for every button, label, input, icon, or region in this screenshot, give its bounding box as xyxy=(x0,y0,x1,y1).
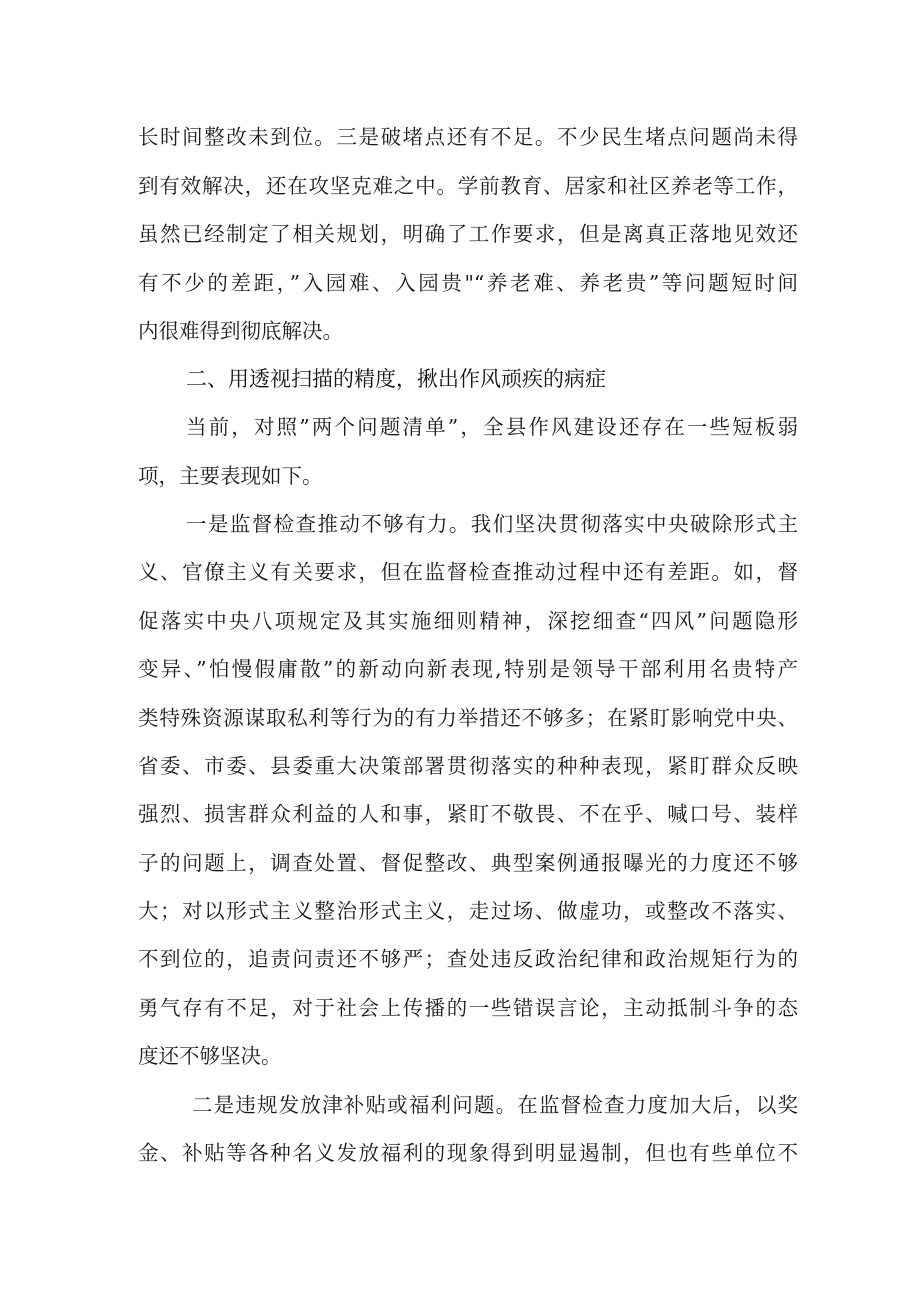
paragraph-3-line-2: 义、官僚主义有关要求，但在监督检查推动过程中还有差距。如，督 xyxy=(138,560,798,584)
paragraph-3-line-11: 勇气存有不足，对于社会上传播的一些错误言论，主动抵制斗争的态 xyxy=(138,996,798,1020)
paragraph-1-line-1: 长时间整改未到位。三是破堵点还有不足。不少民生堵点问题尚未得 xyxy=(138,125,798,149)
paragraph-1-line-4: 有不少的差距，”入园难、入园贵"“养老难、养老贵”等问题短时间 xyxy=(138,271,798,295)
paragraph-3-line-6: 省委、市委、县委重大决策部署贯彻落实的种种表现，紧盯群众反映 xyxy=(138,754,798,778)
paragraph-3-line-4: 变异、”怕慢假庸散”的新动向新表现,特别是领导干部利用名贵特产 xyxy=(138,657,798,681)
paragraph-3-line-1: 一是监督检查推动不够有力。我们坚决贯彻落实中央破除形式主 xyxy=(186,512,798,536)
section-heading: 二、用透视扫描的精度，揪出作风顽疾的病症 xyxy=(186,367,606,391)
paragraph-4-line-2: 金、补贴等各种名义发放福利的现象得到明显遏制，但也有些单位不 xyxy=(138,1141,798,1165)
paragraph-3-line-9: 大；对以形式主义整治形式主义，走过场、做虚功，或整改不落实、 xyxy=(138,899,798,923)
paragraph-1-line-5: 内很难得到彻底解决。 xyxy=(138,319,343,343)
paragraph-3-line-3: 促落实中央八项规定及其实施细则精神，深挖细查“四风”问题隐形 xyxy=(138,609,798,633)
paragraph-2-line-2: 项，主要表现如下。 xyxy=(138,464,323,488)
paragraph-4-line-1: 二是违规发放津补贴或福利问题。在监督检查力度加大后，以奖 xyxy=(192,1093,798,1117)
paragraph-3-line-8: 子的问题上，调查处置、督促整改、典型案例通报曝光的力度还不够 xyxy=(138,851,798,875)
paragraph-3-line-5: 类特殊资源谋取私利等行为的有力举措还不够多；在紧盯影响党中央、 xyxy=(138,706,798,730)
paragraph-1-line-3: 虽然已经制定了相关规划，明确了工作要求，但是离真正落地见效还 xyxy=(138,222,798,246)
paragraph-2-line-1: 当前，对照”两个问题清单”，全县作风建设还存在一些短板弱 xyxy=(186,415,798,439)
paragraph-3-line-10: 不到位的，追责问责还不够严；查处违反政治纪律和政治规矩行为的 xyxy=(138,947,798,971)
paragraph-3-line-7: 强烈、损害群众利益的人和事，紧盯不敬畏、不在乎、喊口号、装样 xyxy=(138,802,798,826)
paragraph-3-line-12: 度还不够坚决。 xyxy=(138,1044,282,1068)
paragraph-1-line-2: 到有效解决，还在攻坚克难之中。学前教育、居家和社区养老等工作， xyxy=(138,174,798,198)
